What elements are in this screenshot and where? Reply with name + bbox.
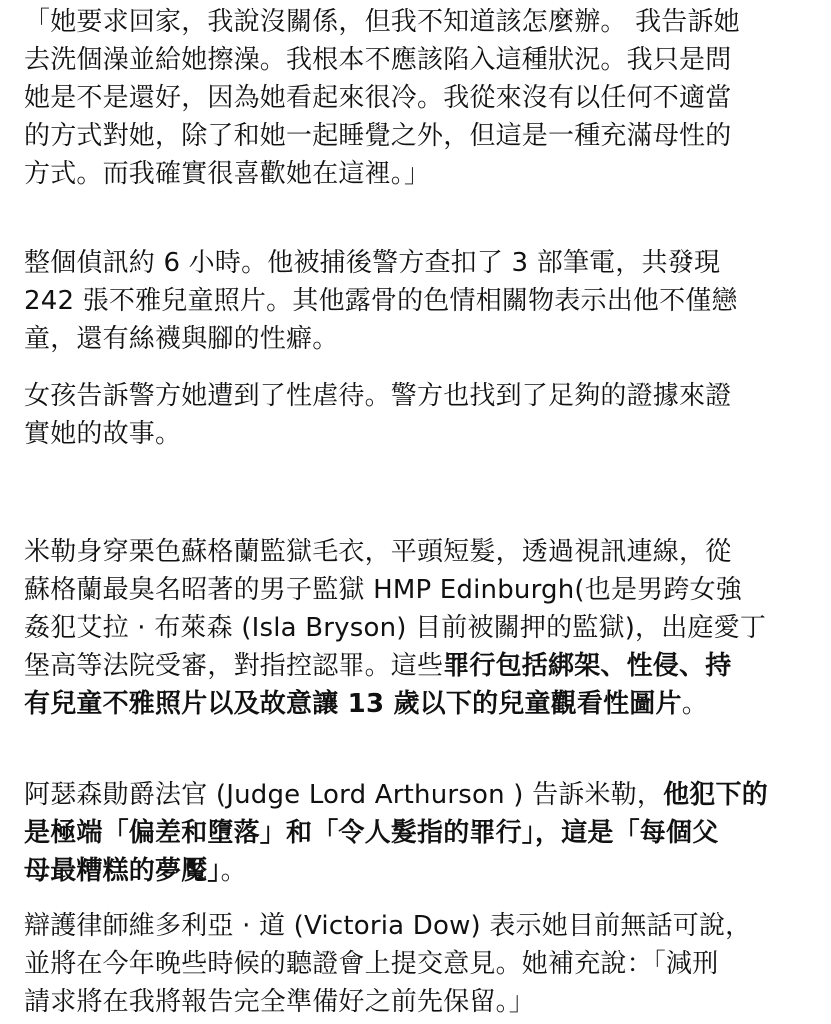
text-segment: 蘇格蘭最臭名昭著的男子監獄 HMP Edinburgh(也是男跨女強 [24, 575, 742, 605]
text-line [24, 117, 814, 155]
text-line [24, 244, 814, 282]
text-line [24, 41, 814, 79]
text-segment: 阿瑟森勛爵法官 (Judge Lord Arthurson ) 告訴米勒， [24, 780, 664, 810]
text-segment: 女孩告訴警方她遭到了性虐待。警方也找到了足夠的證據來證 [24, 381, 732, 411]
paragraph-quote [24, 3, 814, 193]
paragraph-police-evidence [24, 377, 814, 453]
text-line [24, 685, 814, 723]
bold-text-segment: 有兒童不雅照片以及故意讓 13 歲以下的兒童觀看性圖片 [24, 689, 682, 719]
text-segment: 實她的故事。 [24, 419, 182, 449]
text-segment: 童，還有絲襪與腳的性癖。 [24, 324, 339, 354]
paragraph-interrogation [24, 244, 814, 358]
text-line [24, 282, 814, 320]
text-segment: 辯護律師維多利亞 · 道 (Victoria Dow) 表示她目前無話可說， [24, 911, 752, 941]
text-segment: 方式。而我確實很喜歡她在這裡。」 [24, 159, 431, 189]
bold-text-segment: 他犯下的 [663, 780, 768, 810]
text-line [24, 79, 814, 117]
text-segment: 。 [220, 856, 247, 886]
text-line [24, 571, 814, 609]
text-line [24, 852, 814, 890]
text-segment: 242 張不雅兒童照片。其他露骨的色情相關物表示出他不僅戀 [24, 286, 738, 316]
bold-text-segment: 母最糟糕的夢魘」 [24, 856, 221, 886]
text-line [24, 155, 814, 193]
text-line [24, 945, 814, 983]
text-segment: 她是不是還好，因為她看起來很冷。我從來沒有以任何不適當 [24, 83, 732, 113]
text-segment: 「她要求回家，我說沒關係，但我不知道該怎麼辦。 我告訴她 [24, 7, 740, 37]
paragraph-judge-statement [24, 776, 814, 890]
text-segment: 姦犯艾拉 · 布萊森 (Isla Bryson) 目前被關押的監獄)，出庭愛丁 [24, 613, 767, 643]
text-segment: 並將在今年晚些時候的聽證會上提交意見。她補充說：「減刑 [24, 949, 719, 979]
bold-text-segment: 是極端「偏差和墮落」和「令人髮指的罪行」，這是「每個父 [24, 818, 719, 848]
text-line [24, 377, 814, 415]
text-line [24, 3, 814, 41]
text-line [24, 907, 814, 945]
text-segment: 米勒身穿栗色蘇格蘭監獄毛衣，平頭短髮，透過視訊連線，從 [24, 537, 732, 567]
text-segment: 去洗個澡並給她擦澡。我根本不應該陷入這種狀況。我只是問 [24, 45, 732, 75]
text-line [24, 415, 814, 453]
text-line [24, 533, 814, 571]
text-line [24, 814, 814, 852]
text-line [24, 983, 814, 1021]
text-line [24, 320, 814, 358]
text-line [24, 647, 814, 685]
paragraph-defense-lawyer [24, 907, 814, 1021]
text-segment: 。 [681, 689, 708, 719]
text-segment: 請求將在我將報告完全準備好之前先保留。」 [24, 987, 536, 1017]
text-segment: 整個偵訊約 6 小時。他被捕後警方查扣了 3 部筆電，共發現 [24, 248, 721, 278]
text-line [24, 776, 814, 814]
text-segment: 的方式對她，除了和她一起睡覺之外，但這是一種充滿母性的 [24, 121, 732, 151]
paragraph-court-appearance [24, 533, 814, 723]
bold-text-segment: 罪行包括綁架、性侵、持 [443, 651, 732, 681]
text-segment: 堡高等法院受審，對指控認罪。這些 [24, 651, 444, 681]
text-line [24, 609, 814, 647]
